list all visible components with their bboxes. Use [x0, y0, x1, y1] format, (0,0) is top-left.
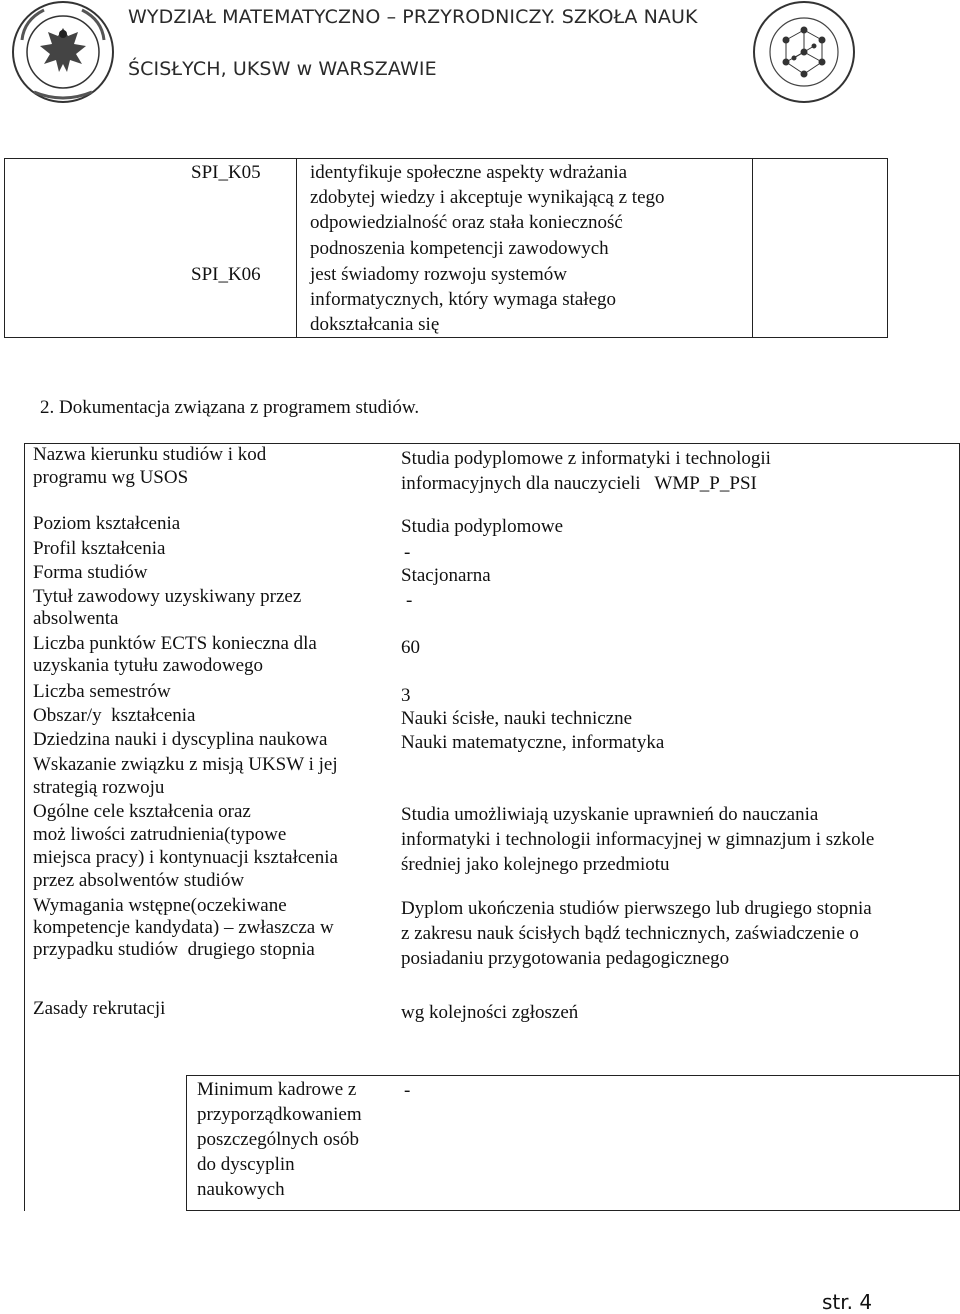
recruitment-label: Zasady rekrutacji: [33, 998, 166, 1019]
title-label: absolwenta: [33, 608, 119, 629]
goals-label: Ogólne cele kształcenia oraz: [33, 801, 251, 822]
table-divider: [296, 158, 297, 338]
semesters-label: Liczba semestrów: [33, 681, 171, 702]
requirements-value: z zakresu nauk ścisłych bądź technicznych, zaświadczenie o: [401, 923, 859, 944]
outcome-description-line: odpowiedzialność oraz stała konieczność: [310, 212, 623, 233]
ects-label: Liczba punktów ECTS konieczna dla: [33, 633, 317, 654]
goals-label: moż liwości zatrudnienia(typowe: [33, 824, 287, 845]
faculty-molecule-seal-icon: [752, 0, 856, 104]
requirements-value: posiadaniu przygotowania pedagogicznego: [401, 948, 730, 969]
profile-value: -: [404, 542, 411, 563]
mission-label: Wskazanie związku z misją UKSW i jej: [33, 754, 338, 775]
outcome-description-line: informatycznych, który wymaga stałego: [310, 289, 617, 310]
recruitment-value: wg kolejności zgłoszeń: [401, 1002, 579, 1023]
staff-label: Minimum kadrowe z: [197, 1079, 357, 1100]
program-name-value: informacyjnych dla nauczycieli WMP_P_PSI: [401, 473, 757, 494]
ects-label: uzyskania tytułu zawodowego: [33, 655, 264, 676]
university-eagle-seal-icon: [4, 0, 122, 104]
field-label: Dziedzina nauki i dyscyplina naukowa: [33, 729, 328, 750]
outcome-description-line: zdobytej wiedzy i akceptuje wynikającą z tego: [310, 187, 665, 208]
field-value: Nauki matematyczne, informatyka: [401, 732, 665, 753]
staff-label: poszczególnych osób: [197, 1129, 359, 1150]
outcome-code: SPI_K06: [191, 264, 261, 285]
section-heading: 2. Dokumentacja związana z programem studiów.: [40, 397, 420, 418]
outcome-code: SPI_K05: [191, 162, 261, 183]
page-number: str. 4: [822, 1290, 873, 1314]
mission-label: strategią rozwoju: [33, 777, 165, 798]
header-title-line2: ŚCISŁYCH, UKSW w WARSZAWIE: [128, 58, 437, 80]
profile-label: Profil kształcenia: [33, 538, 166, 559]
staff-value: -: [404, 1080, 411, 1101]
goals-label: miejsca pracy) i kontynuacji kształcenia: [33, 847, 338, 868]
area-value: Nauki ścisłe, nauki techniczne: [401, 708, 633, 729]
requirements-label: przypadku studiów drugiego stopnia: [33, 939, 315, 960]
program-name-value: Studia podyplomowe z informatyki i technologii: [401, 448, 771, 469]
title-value: -: [406, 590, 413, 611]
form-label: Forma studiów: [33, 562, 148, 583]
semesters-value: 3: [401, 685, 411, 706]
level-label: Poziom kształcenia: [33, 513, 181, 534]
area-label: Obszar/y kształcenia: [33, 705, 196, 726]
requirements-label: Wymagania wstępne(oczekiwane: [33, 895, 287, 916]
program-name-label: programu wg USOS: [33, 467, 189, 488]
staff-label: do dyscyplin: [197, 1154, 295, 1175]
staff-label: naukowych: [197, 1179, 285, 1200]
goals-value: informatyki i technologii informacyjnej w gimnazjum i szkole: [401, 829, 875, 850]
program-name-label: Nazwa kierunku studiów i kod: [33, 444, 267, 465]
header-title-line1: WYDZIAŁ MATEMATYCZNO – PRZYRODNICZY. SZKOŁA NAUK: [128, 6, 698, 28]
staff-label: przyporządkowaniem: [197, 1104, 362, 1125]
outcome-description-line: jest świadomy rozwoju systemów: [310, 264, 568, 285]
requirements-label: kompetencje kandydata) – zwłaszcza w: [33, 917, 334, 938]
requirements-value: Dyplom ukończenia studiów pierwszego lub drugiego stopnia: [401, 898, 872, 919]
level-value: Studia podyplomowe: [401, 516, 564, 537]
goals-value: średniej jako kolejnego przedmiotu: [401, 854, 670, 875]
form-value: Stacjonarna: [401, 565, 491, 586]
table-divider: [24, 1075, 25, 1211]
title-label: Tytuł zawodowy uzyskiwany przez: [33, 586, 302, 607]
goals-label: przez absolwentów studiów: [33, 870, 245, 891]
table-divider: [752, 158, 753, 338]
outcome-description-line: podnoszenia kompetencji zawodowych: [310, 238, 609, 259]
goals-value: Studia umożliwiają uzyskanie uprawnień do nauczania: [401, 804, 819, 825]
ects-value: 60: [401, 637, 420, 658]
outcome-description-line: dokształcania się: [310, 314, 440, 335]
outcome-description-line: identyfikuje społeczne aspekty wdrażania: [310, 162, 628, 183]
